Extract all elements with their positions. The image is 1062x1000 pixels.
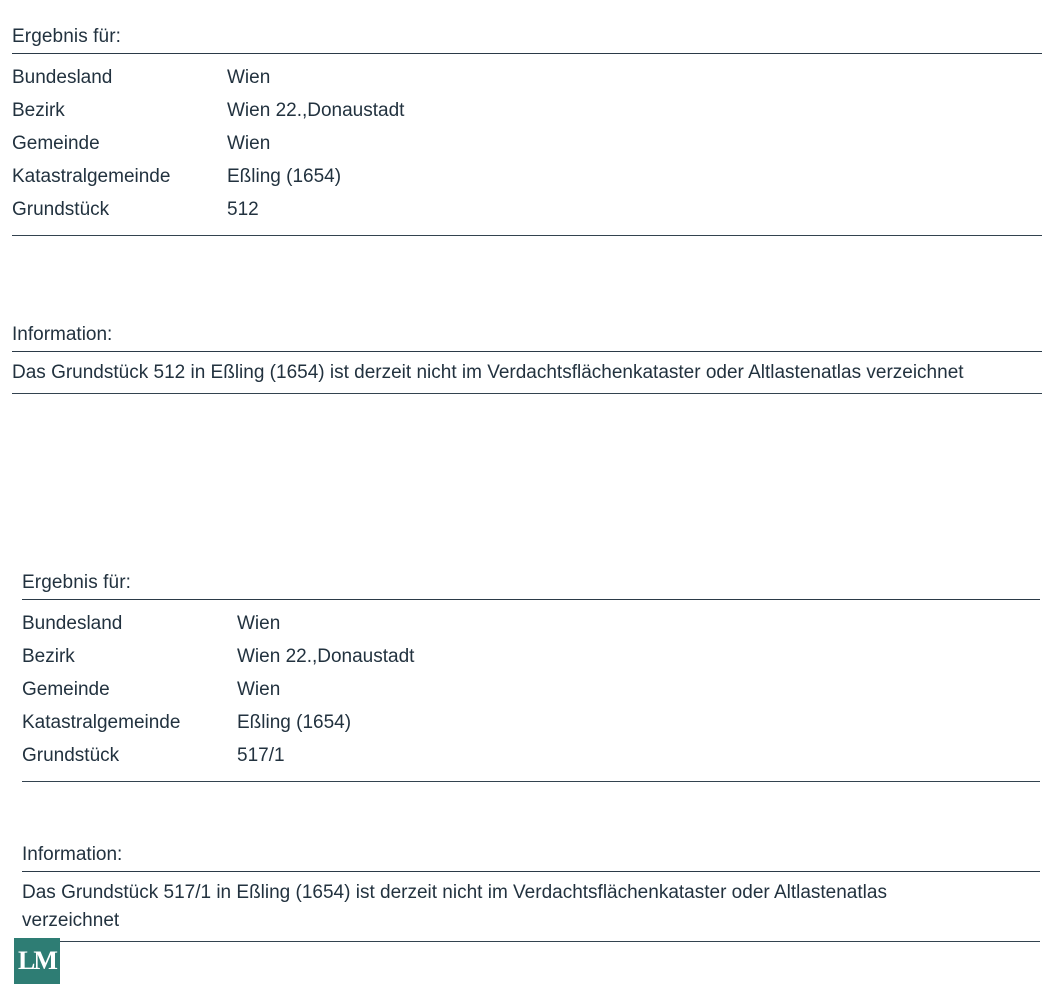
field-value: Eßling (1654) bbox=[227, 166, 342, 188]
table-row bbox=[12, 94, 1042, 127]
field-value: Wien 22.,Donaustadt bbox=[237, 646, 415, 668]
field-label: Katastralgemeinde bbox=[22, 712, 181, 734]
divider bbox=[12, 53, 1042, 54]
field-value: Wien 22.,Donaustadt bbox=[227, 100, 405, 122]
field-value: Wien bbox=[227, 67, 271, 88]
property-details-table bbox=[12, 61, 1042, 226]
field-value: 512 bbox=[227, 199, 259, 221]
table-row bbox=[22, 673, 1040, 706]
divider bbox=[12, 393, 1042, 394]
field-value: Wien bbox=[237, 679, 281, 701]
lm-logo-icon bbox=[14, 938, 60, 984]
divider bbox=[22, 781, 1040, 782]
information-heading: Information: bbox=[22, 844, 123, 866]
field-value: Eßling (1654) bbox=[237, 712, 352, 734]
result-heading: Ergebnis für: bbox=[12, 26, 122, 47]
property-details-table bbox=[22, 607, 1040, 772]
table-row bbox=[22, 640, 1040, 673]
table-row bbox=[12, 193, 1042, 226]
field-label: Bezirk bbox=[12, 100, 65, 122]
field-label: Bundesland bbox=[22, 613, 123, 634]
information-heading: Information: bbox=[12, 324, 113, 346]
field-value: Wien bbox=[227, 133, 271, 155]
table-row bbox=[22, 607, 1040, 640]
divider bbox=[12, 235, 1042, 236]
table-row bbox=[12, 160, 1042, 193]
field-value: 517/1 bbox=[237, 745, 285, 767]
table-row bbox=[22, 706, 1040, 739]
information-text: Das Grundstück 517/1 in Eßling (1654) ist derzeit nicht im Verdachtsflächenkataster oder Altlastenatlas verzeichnet bbox=[22, 882, 887, 932]
table-row bbox=[22, 739, 1040, 772]
field-label: Grundstück bbox=[12, 199, 110, 221]
lm-logo-text: LM bbox=[18, 946, 56, 975]
result-heading: Ergebnis für: bbox=[22, 572, 132, 593]
information-block bbox=[12, 324, 1042, 394]
field-label: Bezirk bbox=[22, 646, 75, 668]
field-value: Wien bbox=[237, 613, 281, 634]
divider bbox=[22, 941, 1040, 942]
field-label: Grundstück bbox=[22, 745, 120, 767]
field-label: Gemeinde bbox=[12, 133, 100, 155]
result-report-1 bbox=[12, 26, 1042, 394]
field-label: Katastralgemeinde bbox=[12, 166, 171, 188]
table-row bbox=[12, 127, 1042, 160]
information-text: Das Grundstück 512 in Eßling (1654) ist derzeit nicht im Verdachtsflächenkataster oder Altlastenatlas verzeichnet bbox=[12, 362, 964, 384]
divider bbox=[22, 599, 1040, 600]
information-block bbox=[22, 844, 1040, 942]
field-label: Gemeinde bbox=[22, 679, 110, 701]
field-label: Bundesland bbox=[12, 67, 113, 88]
result-report-2 bbox=[22, 572, 1040, 942]
table-row bbox=[12, 61, 1042, 94]
